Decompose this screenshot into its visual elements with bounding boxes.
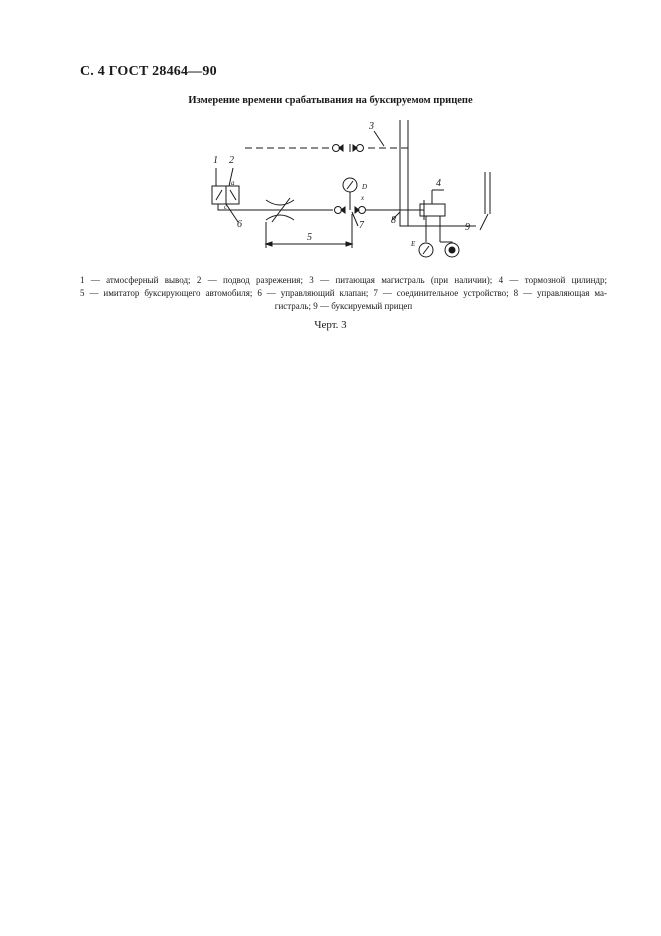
label-3: 3: [369, 121, 374, 132]
control-coupling-right: [355, 207, 366, 214]
figure-title: Измерение времени срабатывания на буксируемом прицепе: [188, 95, 473, 106]
cylinder-to-gauges: [426, 216, 440, 242]
gauge-d-needle: [347, 181, 353, 189]
label-9: 9: [465, 222, 470, 233]
figure-legend: [80, 274, 607, 313]
label-c: c: [224, 203, 228, 211]
gauge-e-needle: [423, 246, 429, 254]
label-4: 4: [436, 178, 441, 189]
legend-line-2: 5 — имитатор буксирующего автомобиля; 6 — управляющий клапан; 7 — соединительное устройство; 8 — управляющая ма-: [80, 288, 607, 298]
label-1: 1: [213, 155, 218, 166]
pressure-sensor-inner: [449, 247, 455, 253]
label-a: a: [231, 179, 235, 187]
supply-coupling-right: [353, 145, 364, 152]
legend-line-1: 1 — атмосферный вывод; 2 — подвод разрежения; 3 — питающая магистраль (при наличии); 4 — тормозной цилиндр;: [80, 275, 607, 285]
brake-test-diagram: [0, 0, 661, 270]
figure-caption: Черт. 3: [314, 319, 347, 331]
leader-9: [480, 214, 488, 230]
label-7: 7: [359, 220, 364, 231]
page-header: С. 4 ГОСТ 28464—90: [80, 64, 217, 79]
label-d: D: [362, 183, 368, 191]
label-5: 5: [307, 232, 312, 243]
label-e: E: [411, 240, 416, 248]
label-8: 8: [391, 215, 396, 226]
supply-coupling-left: [333, 145, 344, 152]
leader-7: [352, 212, 358, 226]
legend-line-3: гистраль; 9 — буксируемый прицеп: [274, 301, 413, 311]
leader-3: [374, 131, 384, 146]
trailer-boundary-right: [485, 172, 490, 214]
label-x: x: [361, 194, 365, 202]
label-2: 2: [229, 155, 234, 166]
control-coupling-left: [335, 207, 346, 214]
label-6: 6: [237, 219, 242, 230]
